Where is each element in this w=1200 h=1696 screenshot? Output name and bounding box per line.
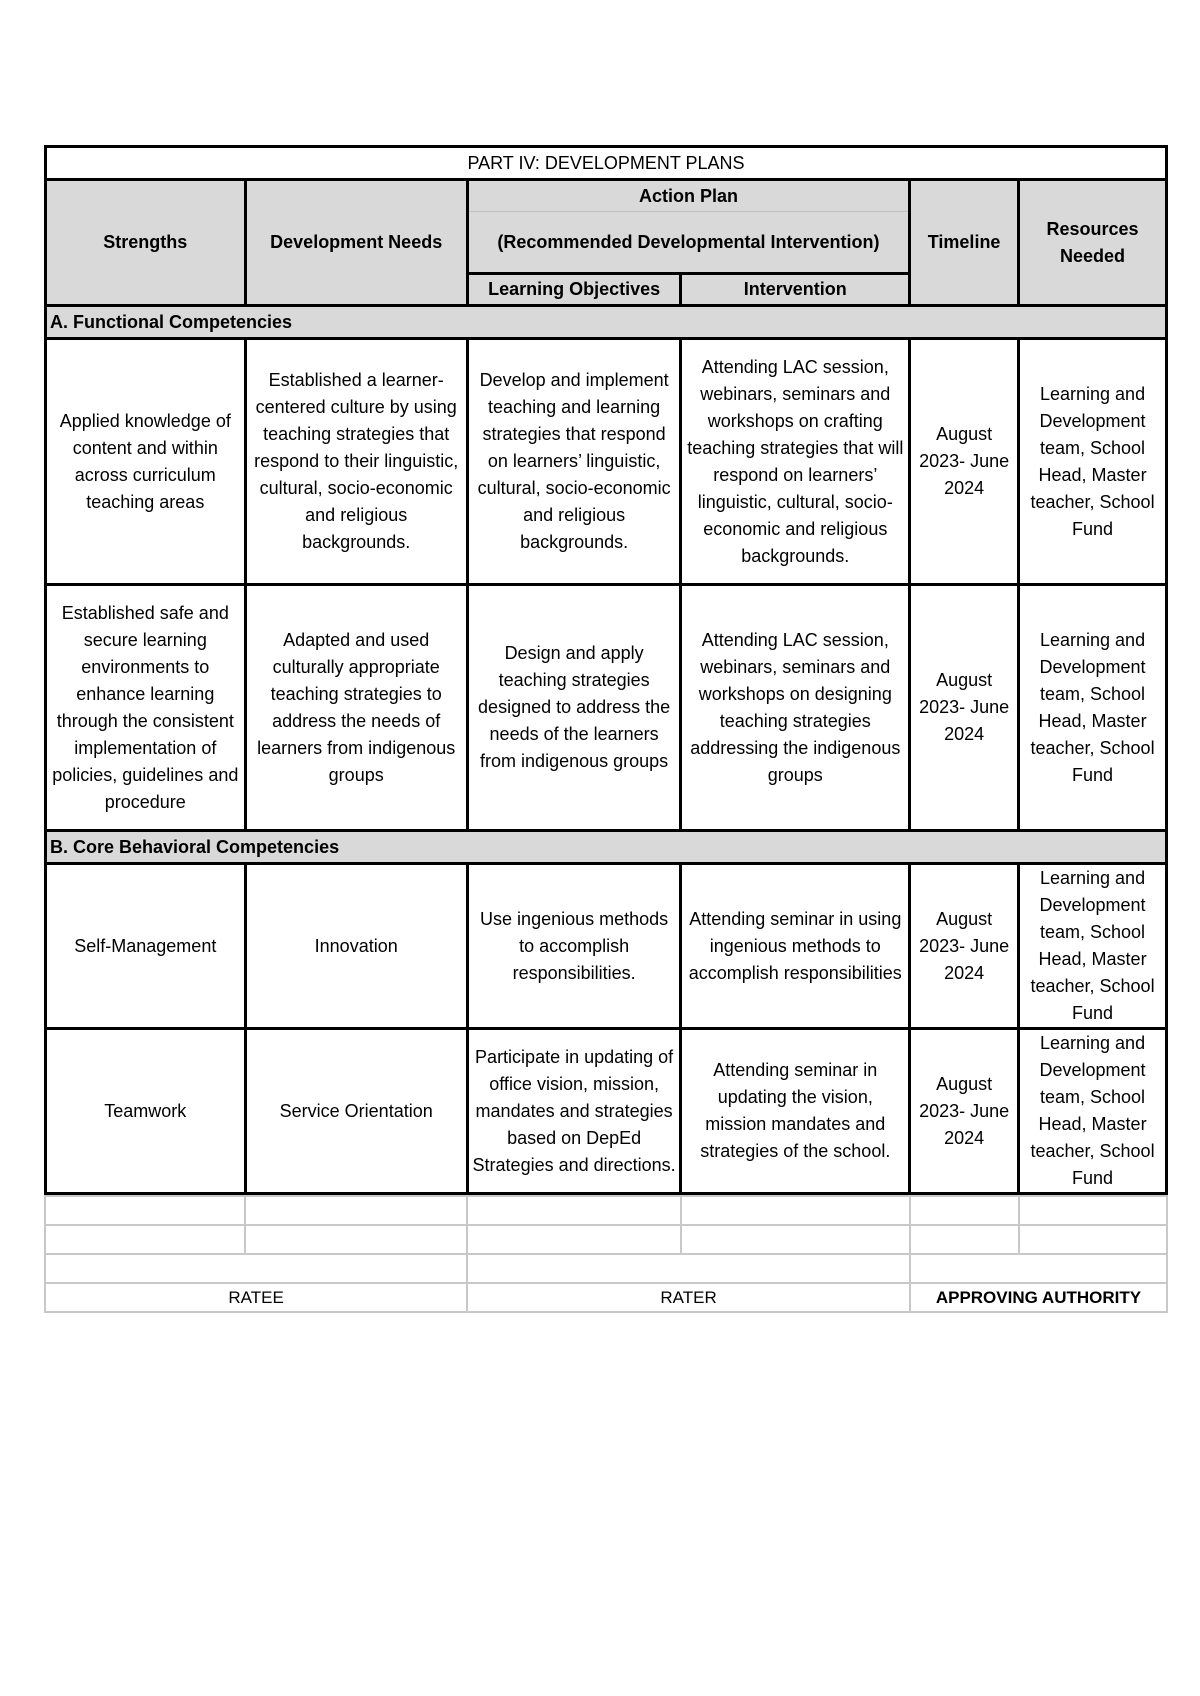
header-recommended-intervention: (Recommended Developmental Intervention): [467, 212, 909, 274]
cell-timeline: August 2023- June 2024: [910, 585, 1019, 831]
blank-cell: [681, 1225, 910, 1254]
cell-development-needs: Service Orientation: [245, 1029, 467, 1194]
blank-cell: [910, 1196, 1019, 1225]
development-plan-form: [44, 145, 1168, 1313]
development-plans-table: [44, 145, 1168, 1195]
header-resources-needed: Resources Needed: [1019, 180, 1167, 306]
rater-label: RATER: [467, 1283, 910, 1312]
cell-intervention: Attending seminar in using ingenious methods to accomplish responsibilities: [681, 864, 910, 1029]
cell-learning-objectives: Design and apply teaching strategies designed to address the needs of the learners from indigenous groups: [467, 585, 681, 831]
cell-timeline: August 2023- June 2024: [910, 1029, 1019, 1194]
blank-cell: [245, 1196, 467, 1225]
cell-strengths: Teamwork: [46, 1029, 246, 1194]
cell-intervention: Attending LAC session, webinars, seminars and workshops on designing teaching strategies addressing the indigenous groups: [681, 585, 910, 831]
cell-development-needs: Established a learner-centered culture by using teaching strategies that respond to their linguistic, cultural, socio-economic and religious backgrounds.: [245, 339, 467, 585]
cell-development-needs: Adapted and used culturally appropriate teaching strategies to address the needs of learners from indigenous groups: [245, 585, 467, 831]
blank-cell: [45, 1225, 245, 1254]
header-intervention: Intervention: [681, 274, 910, 306]
cell-development-needs: Innovation: [245, 864, 467, 1029]
approving-authority-signature-space: [910, 1254, 1167, 1283]
rater-signature-space: [467, 1254, 910, 1283]
cell-learning-objectives: Participate in updating of office vision, mission, mandates and strategies based on DepEd Strategies and directions.: [467, 1029, 681, 1194]
table-row: [46, 339, 1167, 585]
cell-timeline: August 2023- June 2024: [910, 339, 1019, 585]
blank-cell: [245, 1225, 467, 1254]
cell-intervention: Attending seminar in updating the vision, mission mandates and strategies of the school.: [681, 1029, 910, 1194]
table-row: [46, 1029, 1167, 1194]
table-row: [46, 864, 1167, 1029]
blank-cell: [467, 1196, 681, 1225]
cell-learning-objectives: Develop and implement teaching and learning strategies that respond on learners’ linguistic, cultural, socio-economic and religious backgrounds.: [467, 339, 681, 585]
blank-cell: [1019, 1196, 1167, 1225]
cell-resources: Learning and Development team, School Head, Master teacher, School Fund: [1019, 864, 1167, 1029]
header-strengths: Strengths: [46, 180, 246, 306]
section-core-behavioral-competencies: B. Core Behavioral Competencies: [46, 831, 1167, 864]
cell-strengths: Applied knowledge of content and within across curriculum teaching areas: [46, 339, 246, 585]
blank-cell: [910, 1225, 1019, 1254]
header-timeline: Timeline: [910, 180, 1019, 306]
cell-intervention: Attending LAC session, webinars, seminars and workshops on crafting teaching strategies that will respond on learners’ linguistic, cultural, socio-economic and religious backgrounds.: [681, 339, 910, 585]
header-action-plan: Action Plan: [467, 180, 909, 212]
cell-resources: Learning and Development team, School Head, Master teacher, School Fund: [1019, 585, 1167, 831]
cell-learning-objectives: Use ingenious methods to accomplish responsibilities.: [467, 864, 681, 1029]
ratee-label: RATEE: [45, 1283, 467, 1312]
table-row: [46, 585, 1167, 831]
blank-cell: [467, 1225, 681, 1254]
blank-cell: [45, 1196, 245, 1225]
ratee-signature-space: [45, 1254, 467, 1283]
approving-authority-label: APPROVING AUTHORITY: [910, 1283, 1167, 1312]
header-learning-objectives: Learning Objectives: [467, 274, 681, 306]
page-title: PART IV: DEVELOPMENT PLANS: [46, 147, 1167, 180]
cell-strengths: Self-Management: [46, 864, 246, 1029]
cell-resources: Learning and Development team, School Head, Master teacher, School Fund: [1019, 1029, 1167, 1194]
cell-timeline: August 2023- June 2024: [910, 864, 1019, 1029]
blank-cell: [681, 1196, 910, 1225]
section-functional-competencies: A. Functional Competencies: [46, 306, 1167, 339]
blank-cell: [1019, 1225, 1167, 1254]
header-development-needs: Development Needs: [245, 180, 467, 306]
cell-resources: Learning and Development team, School Head, Master teacher, School Fund: [1019, 339, 1167, 585]
signature-table: [44, 1195, 1168, 1313]
cell-strengths: Established safe and secure learning environments to enhance learning through the consistent implementation of policies, guidelines and procedure: [46, 585, 246, 831]
